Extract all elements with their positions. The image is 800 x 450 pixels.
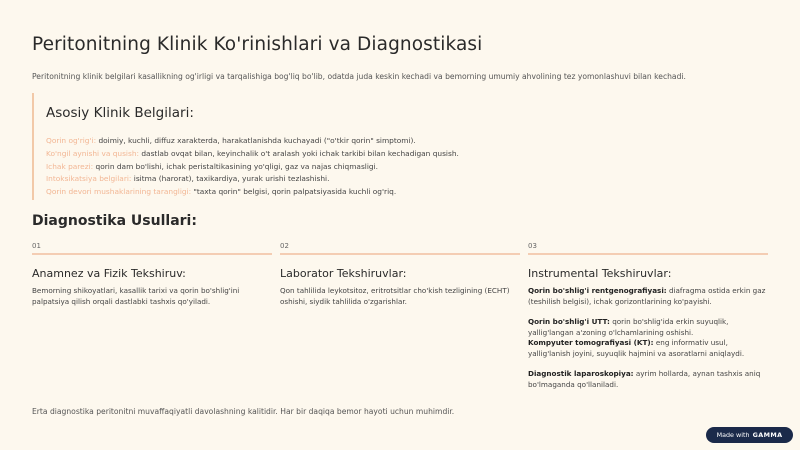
sign-text: isitma (harorat), taxikardiya, yurak urishi tezlashishi. — [133, 174, 330, 184]
column-text: Bemorning shikoyatlari, kasallik tarixi va qorin bo'shlig'ini palpatsiya qilish orqali dastlabki tashxis qo'yiladi. — [32, 286, 240, 306]
badge-brand: GAMMA — [752, 431, 783, 439]
badge-prefix: Made with — [716, 431, 750, 439]
instrumental-text: eng informativ usul, yallig'lanish joyini, suyuqlik hajmini va asoratlarni aniqlaydi. — [528, 338, 745, 358]
footer-note: Erta diagnostika peritonitni muvaffaqiyatli davolashning kalitidir. Har bir daqiqa bemor hayoti uchun muhimdir. — [32, 407, 455, 416]
column-title: Anamnez va Fizik Tekshiruv: — [32, 267, 186, 280]
diagnostics-column-2 — [280, 242, 520, 307]
sign-key: Qorin devori mushaklarining tarangligi: — [46, 187, 192, 197]
instrumental-key: Diagnostik laparoskopiya: — [528, 369, 634, 378]
clinical-signs-title: Asosiy Klinik Belgilari: — [46, 105, 194, 121]
sign-key: Ko'ngil aynishi va qusish: — [46, 148, 139, 158]
instrumental-text: qorin bo'shlig'ida erkin suyuqlik, yallig'langan a'zoning o'lchamlarining oshishi. — [528, 317, 729, 337]
intro-text: Peritonitning klinik belgilari kasallikning og'irligi va tarqalishiga bog'liq bo'lib, odatda juda keskin kechadi va bemorning umumiy ahvolining tez yomonlashuvi bilan kechadi. — [32, 72, 686, 81]
instrumental-item — [528, 338, 768, 359]
page-title: Peritonitning Klinik Ko'rinishlari va Diagnostikasi — [32, 34, 483, 55]
instrumental-item — [528, 286, 768, 307]
sign-text: "taxta qorin" belgisi, qorin palpatsiyasida kuchli og'riq. — [193, 187, 397, 197]
sign-key: Intoksikatsiya belgilari: — [46, 174, 132, 184]
sign-item — [46, 186, 452, 199]
made-with-gamma-badge[interactable] — [706, 427, 793, 443]
sign-text: doimiy, kuchli, diffuz xarakterda, harakatlanishda kuchayadi ("o'tkir qorin" simptomi). — [98, 136, 416, 145]
instrumental-text: ayrim hollarda, aynan tashxis aniq bo'lmaganda qo'llaniladi. — [528, 369, 761, 389]
sign-text: qorin dam bo'lishi, ichak peristaltikasining yo'qligi, gaz va najas chiqmasligi. — [95, 161, 379, 171]
clinical-signs-box — [32, 93, 459, 200]
column-text: Qon tahlilida leykotsitoz, eritrotsitlar cho'kish tezligining (ECHT) oshishi, siydik tahlilida o'zgarishlar. — [280, 286, 510, 306]
diagnostics-title: Diagnostika Usullari: — [32, 213, 197, 229]
column-number: 01 — [32, 242, 272, 255]
diagnostics-column-3 — [528, 242, 768, 390]
sign-item — [46, 161, 452, 174]
instrumental-key: Qorin bo'shlig'i UTT: — [528, 317, 610, 326]
instrumental-item — [528, 369, 768, 390]
sign-key: Qorin og'rig'i: — [46, 136, 97, 145]
instrumental-text: diafragma ostida erkin gaz (teshilish belgisi), ichak gorizontlarining ko'payishi. — [528, 286, 766, 306]
instrumental-key: Kompyuter tomografiyasi (KT): — [528, 338, 654, 347]
column-title: Instrumental Tekshiruvlar: — [528, 267, 672, 280]
instrumental-key: Qorin bo'shlig'i rentgenografiyasi: — [528, 286, 667, 295]
sign-key: Ichak parezi: — [46, 161, 94, 171]
column-title: Laborator Tekshiruvlar: — [280, 267, 407, 280]
column-number: 02 — [280, 242, 520, 255]
sign-item — [46, 173, 452, 186]
sign-item — [46, 148, 459, 161]
column-number: 03 — [528, 242, 768, 255]
sign-item — [46, 135, 452, 148]
diagnostics-column-1 — [32, 242, 272, 307]
sign-text: dastlab ovqat bilan, keyinchalik o't aralash yoki ichak tarkibi bilan kechadigan qusish. — [141, 148, 459, 158]
instrumental-item — [528, 317, 768, 338]
